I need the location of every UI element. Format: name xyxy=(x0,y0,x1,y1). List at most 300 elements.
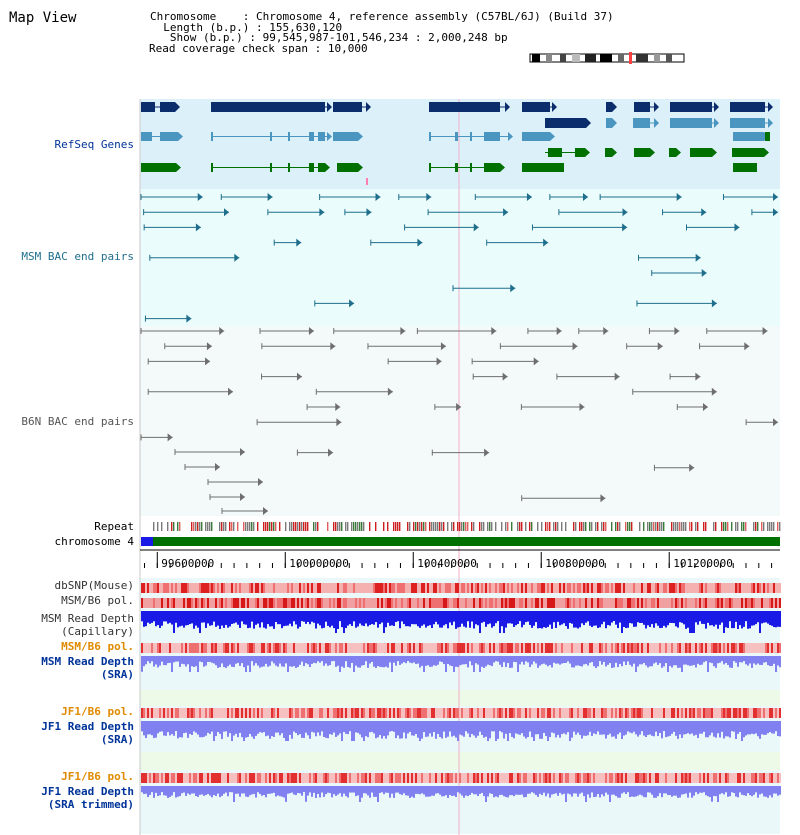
msm-capillary-depth-bar xyxy=(267,611,269,624)
jf1-sra-depth-bar xyxy=(523,721,525,737)
msm-sra-depth-bar xyxy=(415,656,417,664)
msm-capillary-depth-bar xyxy=(447,611,449,628)
jf1-trimmed-depth-bar xyxy=(619,786,621,798)
msm-b6-pol2-cell xyxy=(641,643,643,653)
jf1-sra-depth-bar xyxy=(265,721,267,736)
jf1-trimmed-depth-bar xyxy=(529,786,531,794)
jf1-b6-pol-cell xyxy=(249,708,251,718)
axis-tick-label: 99600000 xyxy=(161,557,215,570)
jf1-b6-pol-cell xyxy=(773,708,775,718)
msm-b6-pol-cell xyxy=(297,598,299,608)
jf1-b6-pol-cell xyxy=(731,708,733,718)
jf1-b6-pol2-cell xyxy=(159,773,161,783)
msm-sra-depth-bar xyxy=(523,656,525,665)
jf1-sra-depth-bar xyxy=(385,721,387,739)
msm-b6-pol2-cell xyxy=(649,643,651,653)
msm-capillary-depth-bar xyxy=(237,611,239,625)
jf1-b6-pol2-cell xyxy=(659,773,661,783)
dbsnp-density-cell xyxy=(701,583,703,593)
jf1-sra-depth-bar xyxy=(601,721,603,735)
jf1-sra-depth-bar xyxy=(659,721,661,733)
jf1-b6-pol2-cell xyxy=(403,773,405,783)
repeat-element xyxy=(363,522,364,531)
dbsnp-density-cell xyxy=(601,583,603,593)
msm-capillary-depth-bar xyxy=(371,611,373,624)
msm-sra-depth-bar xyxy=(707,656,709,672)
repeat-element xyxy=(375,522,376,531)
msm-sra-depth-bar xyxy=(167,656,169,663)
msm-b6-pol-cell xyxy=(579,598,581,608)
msm-b6-pol2-cell xyxy=(455,643,457,653)
jf1-b6-pol-cell xyxy=(325,708,327,718)
jf1-b6-pol-cell xyxy=(223,708,225,718)
repeat-element xyxy=(557,522,558,531)
msm-sra-depth-bar xyxy=(469,656,471,661)
msm-b6-pol2-cell xyxy=(739,643,741,653)
msm-capillary-depth-bar xyxy=(605,611,607,628)
dbsnp-density-cell xyxy=(305,583,307,593)
msm-sra-depth-bar xyxy=(615,656,617,663)
jf1-trimmed-depth-bar xyxy=(395,786,397,793)
jf1-trimmed-depth-bar xyxy=(651,786,653,795)
dbsnp-density-cell xyxy=(653,583,655,593)
repeat-element xyxy=(675,522,676,531)
axis-tick-label: 101200000 xyxy=(673,557,733,570)
msm-capillary-depth-bar xyxy=(477,611,479,625)
jf1-sra-depth-bar xyxy=(423,721,425,732)
msm-capillary-depth-bar xyxy=(509,611,511,623)
ideogram-band xyxy=(600,54,612,62)
repeat-element xyxy=(193,522,194,531)
msm-sra-depth-bar xyxy=(155,656,157,664)
msm-b6-pol2-cell xyxy=(353,643,355,653)
repeat-element xyxy=(383,522,384,531)
repeat-element xyxy=(301,522,302,531)
jf1-sra-depth-bar xyxy=(231,721,233,741)
jf1-trimmed-depth-bar xyxy=(481,786,483,793)
msm-b6-pol2-cell xyxy=(485,643,487,653)
msm-b6-pol2-cell xyxy=(767,643,769,653)
msm-sra-depth-bar xyxy=(529,656,531,667)
msm-b6-pol2-cell xyxy=(727,643,729,653)
jf1-sra-depth-bar xyxy=(331,721,333,735)
dbsnp-density-cell xyxy=(267,583,269,593)
msm-b6-pol-cell xyxy=(487,598,489,608)
repeat-element xyxy=(291,522,292,531)
jf1-b6-pol-cell xyxy=(385,708,387,718)
msm-b6-pol-cell xyxy=(587,598,589,608)
jf1-sra-depth-bar xyxy=(705,721,707,737)
msm-b6-pol-cell xyxy=(649,598,651,608)
msm-b6-pol-cell xyxy=(697,598,699,608)
repeat-element xyxy=(167,522,168,531)
jf1-trimmed-depth-bar xyxy=(779,786,781,795)
msm-sra-depth-bar xyxy=(543,656,545,664)
gene-row3-b-exon xyxy=(318,132,325,141)
jf1-b6-pol-cell xyxy=(665,708,667,718)
repeat-element xyxy=(431,522,432,531)
jf1-sra-depth-bar xyxy=(405,721,407,738)
msm-capillary-depth-bar xyxy=(451,611,453,625)
msm-capillary-depth-bar xyxy=(163,611,165,621)
jf1-b6-pol-cell xyxy=(373,708,375,718)
msm-b6-pol2-cell xyxy=(445,643,447,653)
msm-capillary-depth-bar xyxy=(729,611,731,621)
jf1-trimmed-depth-bar xyxy=(639,786,641,795)
jf1-trimmed-depth-bar xyxy=(331,786,333,797)
msm-capillary-depth-bar xyxy=(303,611,305,622)
msm-sra-depth-bar xyxy=(567,656,569,661)
repeat-element xyxy=(303,522,304,531)
jf1-b6-pol-cell xyxy=(775,708,777,718)
jf1-b6-pol-cell xyxy=(619,708,621,718)
msm-b6-pol2-cell xyxy=(311,643,313,653)
msm-b6-pol2-cell xyxy=(773,643,775,653)
jf1-sra-depth-bar xyxy=(189,721,191,734)
jf1-sra-depth-bar xyxy=(595,721,597,734)
msm-capillary-depth-bar xyxy=(507,611,509,623)
msm-b6-pol2-cell xyxy=(223,643,225,653)
jf1-b6-pol-cell xyxy=(427,708,429,718)
msm-capillary-depth-bar xyxy=(621,611,623,633)
jf1-b6-pol2-cell xyxy=(269,773,271,783)
jf1-b6-pol-cell xyxy=(501,708,503,718)
msm-b6-pol-cell xyxy=(639,598,641,608)
dbsnp-density-cell xyxy=(565,583,567,593)
dbsnp-density-cell xyxy=(699,583,701,593)
msm-b6-pol2-cell xyxy=(495,643,497,653)
jf1-trimmed-depth-bar xyxy=(491,786,493,794)
jf1-b6-pol-cell xyxy=(261,708,263,718)
jf1-trimmed-depth-bar xyxy=(405,786,407,795)
msm-b6-pol2-cell xyxy=(425,643,427,653)
msm-capillary-depth-bar xyxy=(531,611,533,628)
jf1-sra-depth-bar xyxy=(667,721,669,737)
dbsnp-density-cell xyxy=(365,583,367,593)
msm-b6-pol-cell xyxy=(607,598,609,608)
msm-capillary-depth-bar xyxy=(383,611,385,633)
msm-capillary-depth-bar xyxy=(615,611,617,625)
jf1-trimmed-depth-bar xyxy=(309,786,311,792)
msm-sra-depth-bar xyxy=(699,656,701,665)
msm-b6-pol-cell xyxy=(469,598,471,608)
msm-sra-depth-bar xyxy=(313,656,315,663)
msm-capillary-depth-bar xyxy=(435,611,437,622)
dbsnp-density-cell xyxy=(693,583,695,593)
msm-capillary-depth-bar xyxy=(651,611,653,624)
jf1-b6-pol2-cell xyxy=(577,773,579,783)
dbsnp-density-cell xyxy=(287,583,289,593)
jf1-sra-depth-bar xyxy=(415,721,417,734)
msm-sra-depth-bar xyxy=(651,656,653,666)
jf1-b6-pol2-cell xyxy=(635,773,637,783)
msm-b6-pol2-cell xyxy=(481,643,483,653)
jf1-b6-pol2-cell xyxy=(591,773,593,783)
msm-b6-pol-cell xyxy=(563,598,565,608)
jf1-sra-depth-bar xyxy=(437,721,439,734)
msm-b6-pol2-cell xyxy=(507,643,509,653)
jf1-b6-pol-cell xyxy=(767,708,769,718)
jf1-b6-pol2-cell xyxy=(621,773,623,783)
msm-b6-pol-cell xyxy=(153,598,155,608)
msm-b6-pol2-cell xyxy=(227,643,229,653)
info-show: Show (b.p.) : 99,545,987-101,546,234 : 2,000,248 bp xyxy=(169,31,508,44)
msm-b6-pol-cell xyxy=(627,598,629,608)
repeat-element xyxy=(491,522,492,531)
dbsnp-density-cell xyxy=(673,583,675,593)
msm-capillary-depth-bar xyxy=(727,611,729,628)
repeat-element xyxy=(655,522,656,531)
msm-b6-pol2-cell xyxy=(379,643,381,653)
jf1-b6-pol2-cell xyxy=(443,773,445,783)
dbsnp-density-cell xyxy=(185,583,187,593)
jf1-trimmed-depth-bar xyxy=(713,786,715,796)
dbsnp-density-cell xyxy=(409,583,411,593)
jf1-trimmed-depth-bar xyxy=(233,786,235,802)
msm-b6-pol-cell xyxy=(701,598,703,608)
jf1-trimmed-depth-bar xyxy=(321,786,323,792)
msm-b6-pol-cell xyxy=(475,598,477,608)
jf1-trimmed-depth-bar xyxy=(167,786,169,798)
msm-b6-pol-cell xyxy=(333,598,335,608)
repeat-element xyxy=(173,522,174,531)
msm-b6-pol2-cell xyxy=(707,643,709,653)
msm-b6-pol2-cell xyxy=(511,643,513,653)
track-label-msm-depth-sra-sub: (SRA) xyxy=(100,668,134,681)
msm-capillary-depth-bar xyxy=(547,611,549,627)
msm-capillary-depth-bar xyxy=(703,611,705,624)
jf1-sra-depth-bar xyxy=(589,721,591,732)
msm-capillary-depth-bar xyxy=(759,611,761,633)
jf1-sra-depth-bar xyxy=(749,721,751,734)
dbsnp-density-cell xyxy=(205,583,207,593)
jf1-b6-pol2-cell xyxy=(401,773,403,783)
jf1-b6-pol2-cell xyxy=(431,773,433,783)
jf1-b6-pol-cell xyxy=(165,708,167,718)
jf1-sra-depth-bar xyxy=(561,721,563,734)
msm-b6-pol-cell xyxy=(673,598,675,608)
dbsnp-density-cell xyxy=(277,583,279,593)
dbsnp-density-cell xyxy=(541,583,543,593)
dbsnp-density-cell xyxy=(297,583,299,593)
jf1-b6-pol-cell xyxy=(479,708,481,718)
jf1-sra-depth-bar xyxy=(509,721,511,733)
jf1-b6-pol-cell xyxy=(661,708,663,718)
msm-b6-pol-cell xyxy=(161,598,163,608)
jf1-b6-pol-cell xyxy=(691,708,693,718)
repeat-element xyxy=(293,522,294,531)
msm-capillary-depth-bar xyxy=(743,611,745,627)
repeat-element xyxy=(639,522,640,531)
msm-capillary-depth-bar xyxy=(299,611,301,627)
msm-capillary-depth-bar xyxy=(647,611,649,625)
msm-sra-depth-bar xyxy=(749,656,751,663)
jf1-b6-pol-cell xyxy=(409,708,411,718)
msm-sra-depth-bar xyxy=(591,656,593,662)
jf1-trimmed-depth-bar xyxy=(315,786,317,798)
msm-capillary-depth-bar xyxy=(493,611,495,626)
msm-b6-pol2-cell xyxy=(291,643,293,653)
jf1-trimmed-depth-bar xyxy=(401,786,403,795)
msm-b6-pol-cell xyxy=(379,598,381,608)
jf1-b6-pol-cell xyxy=(237,708,239,718)
jf1-trimmed-depth-bar xyxy=(693,786,695,796)
msm-b6-pol-cell xyxy=(277,598,279,608)
msm-b6-pol-cell xyxy=(667,598,669,608)
jf1-b6-pol2-cell xyxy=(325,773,327,783)
jf1-b6-pol2-cell xyxy=(177,773,179,783)
msm-b6-pol2-cell xyxy=(199,643,201,653)
jf1-b6-pol2-cell xyxy=(519,773,521,783)
refseq-marker xyxy=(366,178,368,185)
msm-sra-depth-bar xyxy=(577,656,579,665)
msm-b6-pol-cell xyxy=(453,598,455,608)
dbsnp-density-cell xyxy=(589,583,591,593)
jf1-sra-depth-bar xyxy=(245,721,247,738)
jf1-trimmed-depth-bar xyxy=(535,786,537,795)
dbsnp-density-cell xyxy=(249,583,251,593)
jf1-b6-pol2-cell xyxy=(231,773,233,783)
msm-sra-depth-bar xyxy=(381,656,383,667)
msm-sra-depth-bar xyxy=(429,656,431,667)
dbsnp-density-cell xyxy=(629,583,631,593)
msm-capillary-depth-bar xyxy=(465,611,467,628)
jf1-sra-depth-bar xyxy=(607,721,609,735)
jf1-trimmed-depth-bar xyxy=(281,786,283,797)
msm-b6-pol-cell xyxy=(343,598,345,608)
jf1-b6-pol-cell xyxy=(725,708,727,718)
dbsnp-density-cell xyxy=(363,583,365,593)
jf1-trimmed-depth-bar xyxy=(273,786,275,793)
repeat-element xyxy=(479,522,480,531)
msm-b6-pol-cell xyxy=(561,598,563,608)
jf1-b6-pol-cell xyxy=(751,708,753,718)
jf1-b6-pol-cell xyxy=(233,708,235,718)
jf1-sra-depth-bar xyxy=(733,721,735,732)
msm-b6-pol-cell xyxy=(769,598,771,608)
jf1-b6-pol-cell xyxy=(157,708,159,718)
msm-capillary-depth-bar xyxy=(559,611,561,625)
msm-capillary-depth-bar xyxy=(755,611,757,624)
msm-b6-pol-cell xyxy=(583,598,585,608)
jf1-b6-pol2-cell xyxy=(421,773,423,783)
jf1-sra-depth-bar xyxy=(695,721,697,735)
jf1-b6-pol2-cell xyxy=(267,773,269,783)
jf1-trimmed-depth-bar xyxy=(217,786,219,794)
msm-sra-depth-bar xyxy=(147,656,149,661)
repeat-element xyxy=(221,522,222,531)
msm-capillary-depth-bar xyxy=(489,611,491,624)
jf1-sra-depth-bar xyxy=(249,721,251,734)
jf1-b6-pol-cell xyxy=(529,708,531,718)
msm-b6-pol-cell xyxy=(435,598,437,608)
repeat-element xyxy=(451,522,452,531)
msm-sra-depth-bar xyxy=(515,656,517,662)
jf1-sra-depth-bar xyxy=(259,721,261,732)
dbsnp-density-cell xyxy=(777,583,779,593)
jf1-sra-depth-bar xyxy=(251,721,253,737)
repeat-element xyxy=(347,522,348,531)
jf1-b6-pol2-cell xyxy=(351,773,353,783)
msm-capillary-depth-bar xyxy=(395,611,397,622)
jf1-b6-pol-cell xyxy=(221,708,223,718)
msm-capillary-depth-bar xyxy=(399,611,401,628)
msm-sra-depth-bar xyxy=(183,656,185,664)
jf1-sra-depth-bar xyxy=(685,721,687,734)
repeat-element xyxy=(289,522,290,531)
track-label-msm-bac: MSM BAC end pairs xyxy=(21,250,134,263)
jf1-sra-depth-bar xyxy=(673,721,675,732)
jf1-b6-pol2-cell xyxy=(567,773,569,783)
dbsnp-density-cell xyxy=(751,583,753,593)
repeat-element xyxy=(651,522,652,531)
jf1-b6-pol-cell xyxy=(347,708,349,718)
msm-sra-depth-bar xyxy=(607,656,609,665)
msm-sra-depth-bar xyxy=(657,656,659,665)
jf1-sra-depth-bar xyxy=(533,721,535,741)
jf1-b6-pol2-cell xyxy=(239,773,241,783)
jf1-trimmed-depth-bar xyxy=(671,786,673,797)
jf1-sra-depth-bar xyxy=(719,721,721,737)
dbsnp-density-cell xyxy=(415,583,417,593)
dbsnp-density-cell xyxy=(677,583,679,593)
dbsnp-density-cell xyxy=(513,583,515,593)
jf1-b6-pol2-cell xyxy=(151,773,153,783)
jf1-trimmed-depth-bar xyxy=(473,786,475,794)
msm-sra-depth-bar xyxy=(411,656,413,663)
jf1-b6-pol-cell xyxy=(711,708,713,718)
msm-sra-depth-bar xyxy=(399,656,401,665)
info-length: Length (b.p.) : 155,630,120 xyxy=(163,20,343,34)
msm-sra-depth-bar xyxy=(387,656,389,668)
dbsnp-density-cell xyxy=(561,583,563,593)
repeat-element xyxy=(715,522,716,531)
jf1-sra-depth-bar xyxy=(535,721,537,734)
msm-b6-pol2-cell xyxy=(579,643,581,653)
jf1-sra-depth-bar xyxy=(197,721,199,735)
msm-b6-pol2-cell xyxy=(683,643,685,653)
jf1-b6-pol-cell xyxy=(673,708,675,718)
msm-b6-pol2-cell xyxy=(413,643,415,653)
jf1-b6-pol2-cell xyxy=(749,773,751,783)
msm-b6-pol-cell xyxy=(401,598,403,608)
msm-b6-pol2-cell xyxy=(681,643,683,653)
dbsnp-density-cell xyxy=(655,583,657,593)
msm-capillary-depth-bar xyxy=(487,611,489,624)
repeat-element xyxy=(661,522,662,531)
jf1-b6-pol2-cell xyxy=(215,773,217,783)
dbsnp-density-cell xyxy=(773,583,775,593)
msm-b6-pol-cell xyxy=(463,598,465,608)
repeat-element xyxy=(211,522,212,531)
jf1-trimmed-depth-bar xyxy=(725,786,727,792)
msm-sra-depth-bar xyxy=(727,656,729,665)
jf1-b6-pol2-cell xyxy=(477,773,479,783)
msm-sra-depth-bar xyxy=(393,656,395,663)
msm-b6-pol2-cell xyxy=(359,643,361,653)
jf1-b6-pol2-cell xyxy=(479,773,481,783)
msm-capillary-depth-bar xyxy=(639,611,641,623)
jf1-trimmed-depth-bar xyxy=(723,786,725,794)
msm-b6-pol-cell xyxy=(717,598,719,608)
dbsnp-density-cell xyxy=(463,583,465,593)
msm-sra-depth-bar xyxy=(367,656,369,668)
ideogram-band xyxy=(560,54,566,62)
msm-capillary-depth-bar xyxy=(585,611,587,623)
msm-sra-depth-bar xyxy=(447,656,449,664)
info-show-label: Show (b.p.) xyxy=(169,31,243,44)
jf1-b6-pol-cell xyxy=(597,708,599,718)
